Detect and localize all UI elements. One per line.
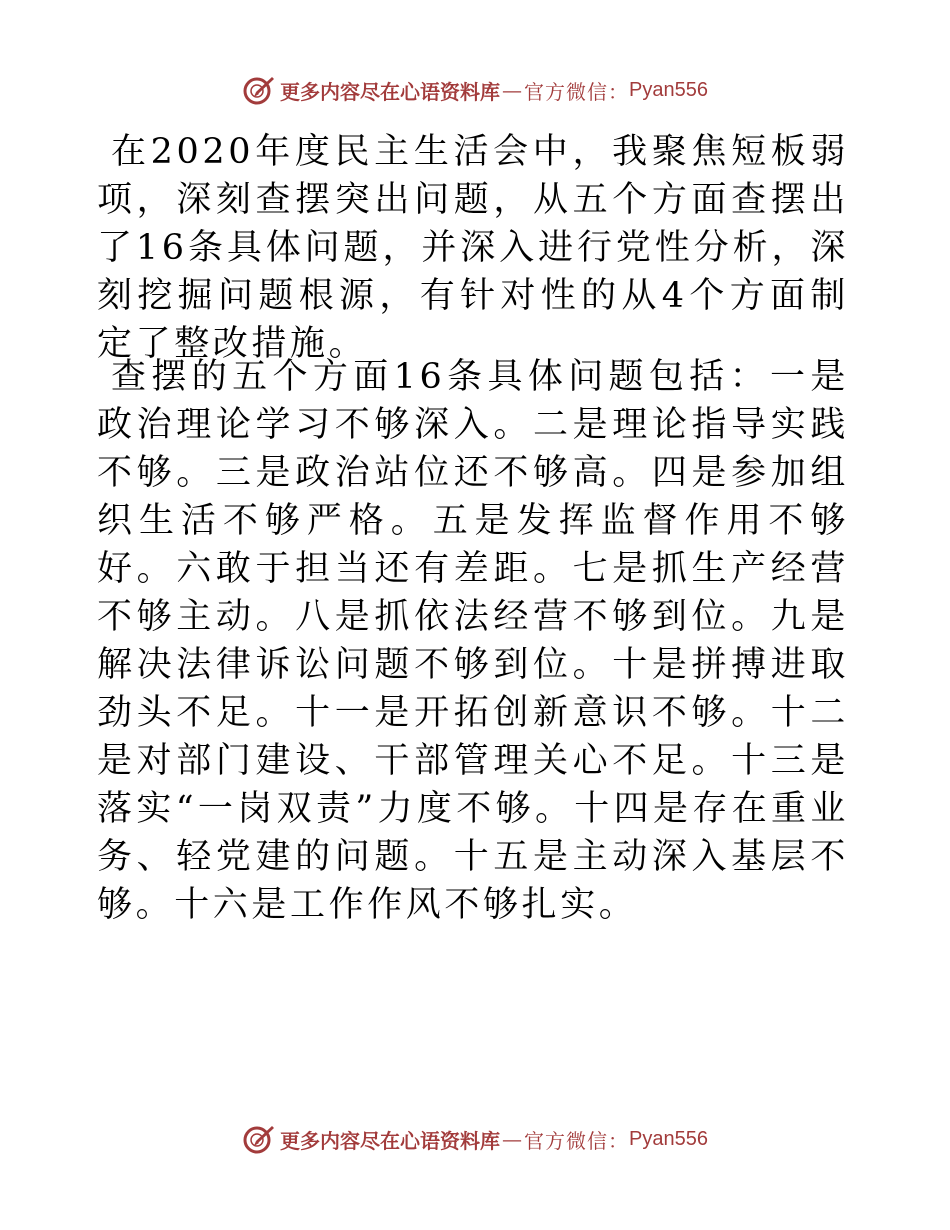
pen-in-circle-logo-icon bbox=[242, 1122, 276, 1156]
footer-separator: — bbox=[502, 1127, 523, 1151]
header-brand-text: 更多内容尽在心语资料库 bbox=[280, 79, 501, 104]
document-body bbox=[97, 128, 849, 929]
header-separator: — bbox=[502, 78, 523, 102]
paragraph-problem-list: 查摆的五个方面16条具体问题包括：一是政治理论学习不够深入。二是理论指导实践不够。三是政治站位还不够高。四是参加组织生活不够严格。五是发挥监督作用不够好。六敢于担当还有差距。七是抓生产经营不够主动。八是抓依法经营不够到位。九是解决法律诉讼问题不够到位。十是拼搏进取劲头不足。十一是开拓创新意识不够。十二是对部门建设、干部管理关心不足。十三是落实“一岗双责”力度不够。十四是存在重业务、轻党建的问题。十五是主动深入基层不够。十六是工作作风不够扎实。 bbox=[97, 357, 849, 925]
header-official-label: 官方微信： bbox=[524, 79, 630, 104]
footer-brand-text: 更多内容尽在心语资料库 bbox=[280, 1128, 501, 1153]
pen-in-circle-logo-icon bbox=[242, 73, 276, 107]
header-wechat-id: Pyan556 bbox=[629, 78, 708, 101]
footer-official-label: 官方微信： bbox=[524, 1128, 630, 1153]
footer-watermark bbox=[0, 1119, 950, 1159]
paragraph-summary: 在2020年度民主生活会中，我聚焦短板弱项，深刻查摆突出问题，从五个方面查摆出了16条具体问题，并深入进行党性分析，深刻挖掘问题根源，有针对性的从4个方面制定了整改措施。 bbox=[97, 132, 849, 364]
footer-wechat-id: Pyan556 bbox=[629, 1127, 708, 1150]
header-watermark bbox=[0, 70, 950, 110]
